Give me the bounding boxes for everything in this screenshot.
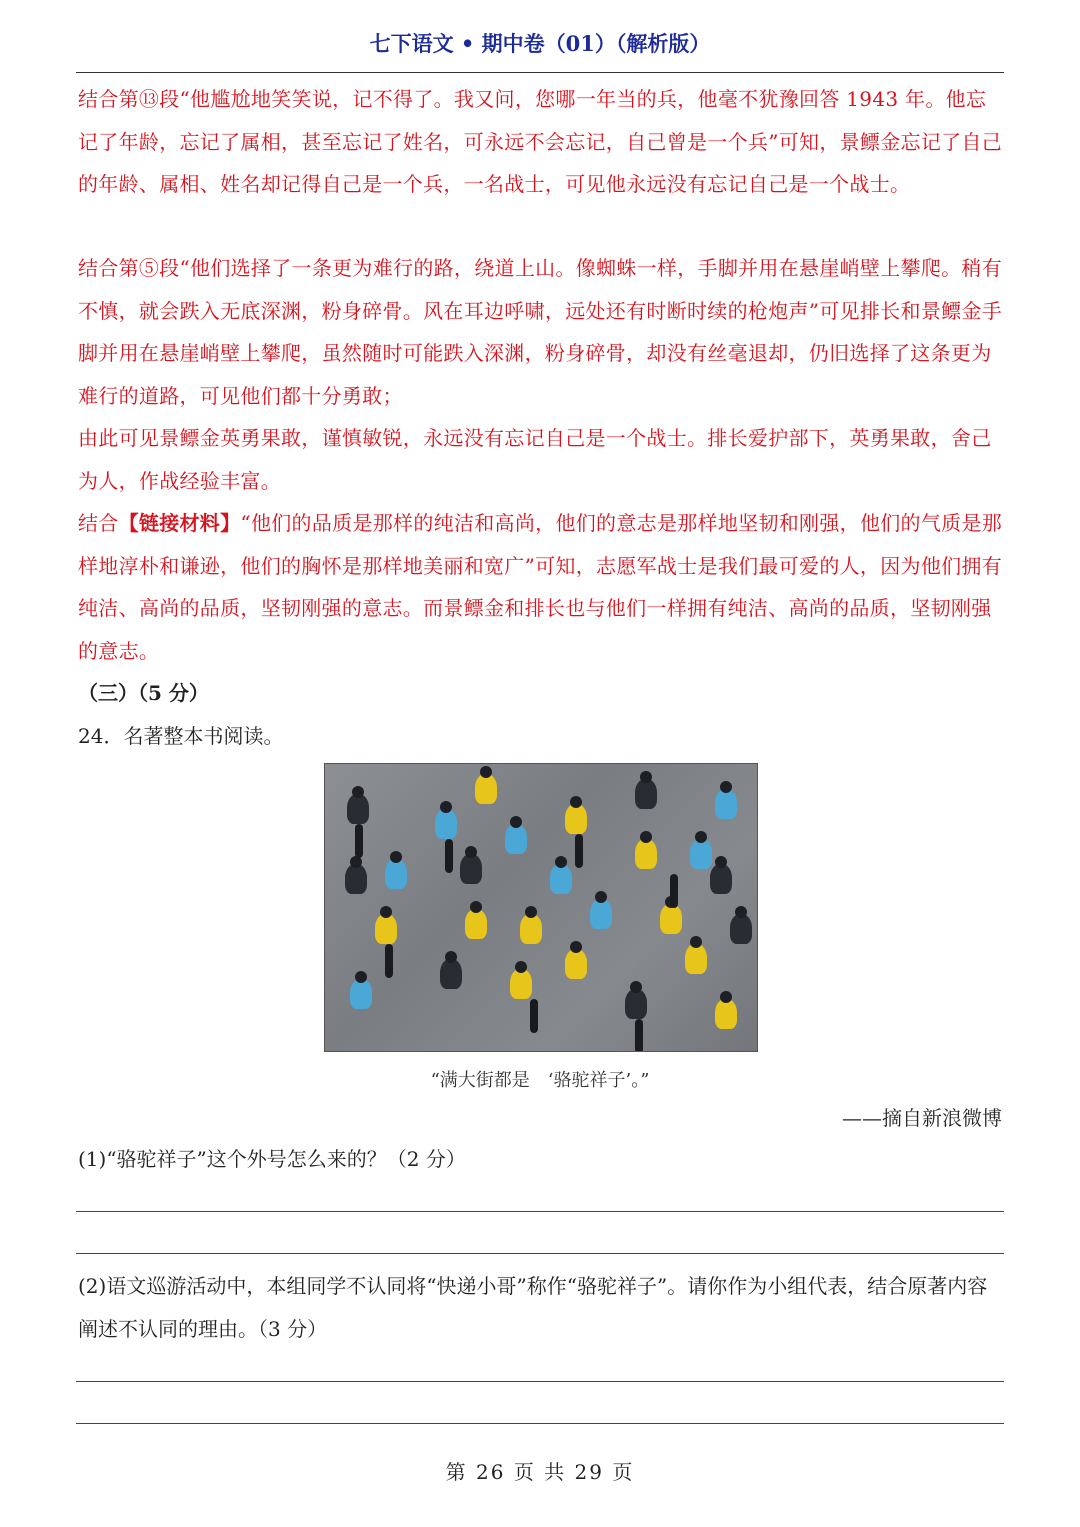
rider-figure: [347, 794, 369, 824]
rider-figure: [510, 969, 532, 999]
rider-figure: [660, 904, 682, 934]
answer-line[interactable]: [76, 1381, 1004, 1382]
rider-figure: [710, 864, 732, 894]
page-number: 第 26 页 共 29 页: [445, 1460, 635, 1484]
photo-source: ——摘自新浪微博: [842, 1106, 1002, 1130]
scooter-shape: [385, 944, 393, 978]
subquestion-1: (1)“骆驼祥子”这个外号怎么来的？（2 分）: [78, 1147, 466, 1171]
scooter-shape: [355, 824, 363, 858]
analysis-paragraph-4-body: “他们的品质是那样的纯洁和高尚，他们的意志是那样地坚韧和刚强，他们的气质是那样地淳朴和谦逊，他们的胸怀是那样地美丽和宽广”可知，志愿军战士是我们最可爱的人，因为他们拥有纯洁、高尚的品质，坚韧刚强的意志。而景鳔金和排长也与他们一样拥有纯洁、高尚的品质，坚韧刚强的意志。: [78, 511, 1003, 663]
rider-figure: [465, 909, 487, 939]
section-heading: （三）（5 分）: [78, 681, 209, 705]
rider-figure: [350, 979, 372, 1009]
rider-figure: [475, 774, 497, 804]
header-divider: [76, 72, 1004, 73]
rider-figure: [460, 854, 482, 884]
rider-figure: [590, 899, 612, 929]
rider-figure: [385, 859, 407, 889]
analysis-paragraph-4-prefix: 结合: [78, 511, 119, 535]
rider-figure: [505, 824, 527, 854]
analysis-paragraph-3: 由此可见景鳔金英勇果敢，谨慎敏锐，永远没有忘记自己是一个战士。排长爱护部下，英勇果敢，舍己为人，作战经验丰富。: [78, 426, 992, 493]
scooter-shape: [445, 839, 453, 873]
rider-figure: [715, 999, 737, 1029]
answer-line[interactable]: [76, 1253, 1004, 1254]
scooter-shape: [530, 999, 538, 1033]
rider-figure: [635, 839, 657, 869]
rider-figure: [565, 804, 587, 834]
scooter-shape: [670, 874, 678, 908]
rider-figure: [520, 914, 542, 944]
rider-figure: [685, 944, 707, 974]
rider-figure: [550, 864, 572, 894]
answer-line[interactable]: [76, 1423, 1004, 1424]
rider-figure: [690, 839, 712, 869]
rider-figure: [375, 914, 397, 944]
rider-figure: [635, 779, 657, 809]
rider-figure: [625, 989, 647, 1019]
analysis-paragraph-2: 结合第⑤段“他们选择了一条更为难行的路，绕道上山。像蜘蛛一样，手脚并用在悬崖峭壁上攀爬。稍有不慎，就会跌入无底深渊，粉身碎骨。风在耳边呼啸，远处还有时断时续的枪炮声”可见排长和景鳔金手脚并用在悬崖峭壁上攀爬，虽然随时可能跌入深渊，粉身碎骨，却没有丝毫退却，仍旧选择了这条更为难行的道路，可见他们都十分勇敢；: [78, 256, 1003, 408]
photo-caption: “满大街都是 ‘骆驼祥子’。”: [430, 1070, 650, 1091]
answer-line[interactable]: [76, 1211, 1004, 1212]
subquestion-2: (2)语文巡游活动中，本组同学不认同将“快递小哥”称作“骆驼祥子”。请你作为小组代表，结合原著内容阐述不认同的理由。（3 分）: [78, 1274, 988, 1341]
delivery-riders-photo: [324, 763, 758, 1052]
rider-figure: [440, 959, 462, 989]
question-24-title: 24．名著整本书阅读。: [78, 724, 284, 748]
rider-figure: [730, 914, 752, 944]
rider-figure: [345, 864, 367, 894]
scooter-shape: [635, 1019, 643, 1052]
linked-material-label: 【链接材料】: [118, 511, 241, 535]
scooter-shape: [575, 834, 583, 868]
rider-figure: [435, 809, 457, 839]
analysis-paragraph-1: 结合第⑬段“他尴尬地笑笑说，记不得了。我又问，您哪一年当的兵，他毫不犹豫回答 1943 年。他忘记了年龄，忘记了属相，甚至忘记了姓名，可永远不会忘记，自己曾是一个兵”可知，景鳔金忘记了自己的年龄、属相、姓名却记得自己是一个兵，一名战士，可见他永远没有忘记自己是一个战士。: [78, 87, 1003, 196]
page-header-title: 七下语文 • 期中卷（01）（解析版）: [369, 31, 711, 56]
rider-figure: [565, 949, 587, 979]
analysis-paragraph-4: [78, 502, 1004, 672]
rider-figure: [715, 789, 737, 819]
